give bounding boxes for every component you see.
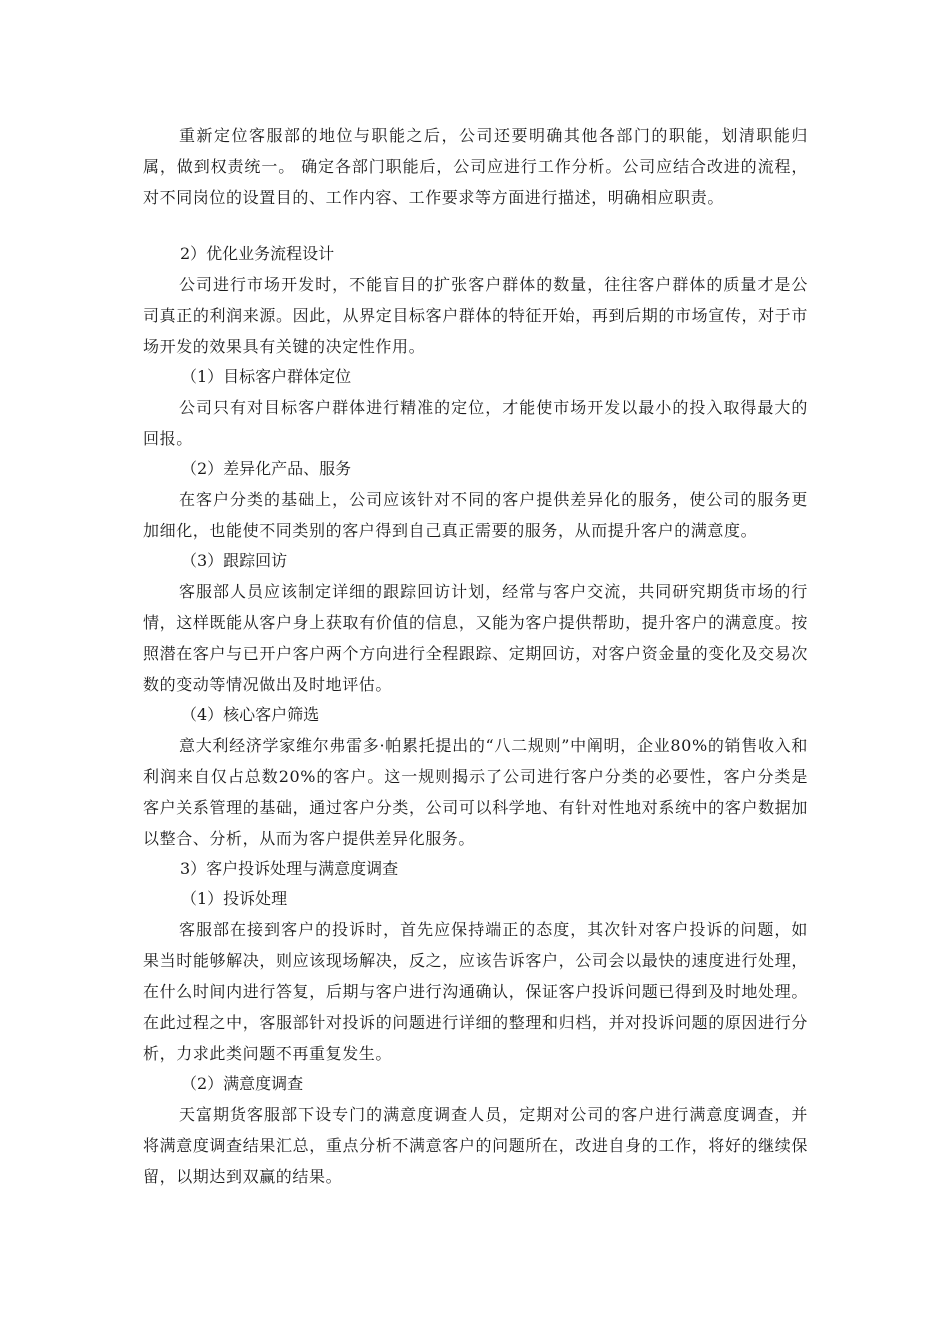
section-heading-2: 2）优化业务流程设计 [180,244,335,263]
paragraph-differentiation: 在客户分类的基础上，公司应该针对不同的客户提供差异化的服务，使公司的服务更加细化，也能使不同类别的客户得到自己真正需要的服务，从而提升客户的满意度。 [143,490,808,540]
paragraph-follow-up: 客服部人员应该制定详细的跟踪回访计划，经常与客户交流，共同研究期货市场的行情，这样既能从客户身上获取有价值的信息，又能为客户提供帮助，提升客户的满意度。按照潜在客户与已开户客户两个方向进行全程跟踪、定期回访，对客户资金量的变化及交易次数的变动等情况做出及时地评估。 [143,582,808,694]
intro-paragraph: 重新定位客服部的地位与职能之后，公司还要明确其他各部门的职能，划清职能归属，做到权责统一。 确定各部门职能后，公司应进行工作分析。公司应结合改进的流程，对不同岗位的设置目的、工作内容、工作要求等方面进行描述，明确相应职责。 [143,126,808,207]
paragraph-core-customer: 意大利经济学家维尔弗雷多·帕累托提出的“八二规则”中阐明，企业80%的销售收入和利润来自仅占总数20%的客户。这一规则揭示了公司进行客户分类的必要性，客户分类是客户关系管理的基础，通过客户分类，公司可以科学地、有针对性地对系统中的客户数据加以整合、分析，从而为客户提供差异化服务。 [143,736,808,848]
subheading-differentiation: （2）差异化产品、服务 [181,459,352,478]
section-heading-3: 3）客户投诉处理与满意度调查 [180,859,399,878]
subheading-follow-up: （3）跟踪回访 [181,551,288,570]
subheading-satisfaction: （2）满意度调查 [181,1074,304,1093]
section-2-paragraph: 公司进行市场开发时，不能盲目的扩张客户群体的数量，往往客户群体的质量才是公司真正的利润来源。因此，从界定目标客户群体的特征开始，再到后期的市场宣传，对于市场开发的效果具有关键的决定性作用。 [143,275,808,356]
paragraph-satisfaction: 天富期货客服部下设专门的满意度调查人员，定期对公司的客户进行满意度调查，并将满意度调查结果汇总，重点分析不满意客户的问题所在，改进自身的工作，将好的继续保留，以期达到双赢的结果。 [143,1105,808,1186]
document-body [143,120,808,1192]
subheading-complaint: （1）投诉处理 [181,889,288,908]
subheading-target-customer: （1）目标客户群体定位 [181,367,352,386]
paragraph-target-customer: 公司只有对目标客户群体进行精准的定位，才能使市场开发以最小的投入取得最大的回报。 [143,398,808,448]
paragraph-gap [143,213,808,239]
paragraph-complaint: 客服部在接到客户的投诉时，首先应保持端正的态度，其次针对客户投诉的问题，如果当时能够解决，则应该现场解决，反之，应该告诉客户，公司会以最快的速度进行处理，在什么时间内进行答复，后期与客户进行沟通确认，保证客户投诉问题已得到及时地处理。在此过程之中，客服部针对投诉的问题进行详细的整理和归档，并对投诉问题的原因进行分析，力求此类问题不再重复发生。 [143,920,808,1063]
subheading-core-customer: （4）核心客户筛选 [181,705,320,724]
